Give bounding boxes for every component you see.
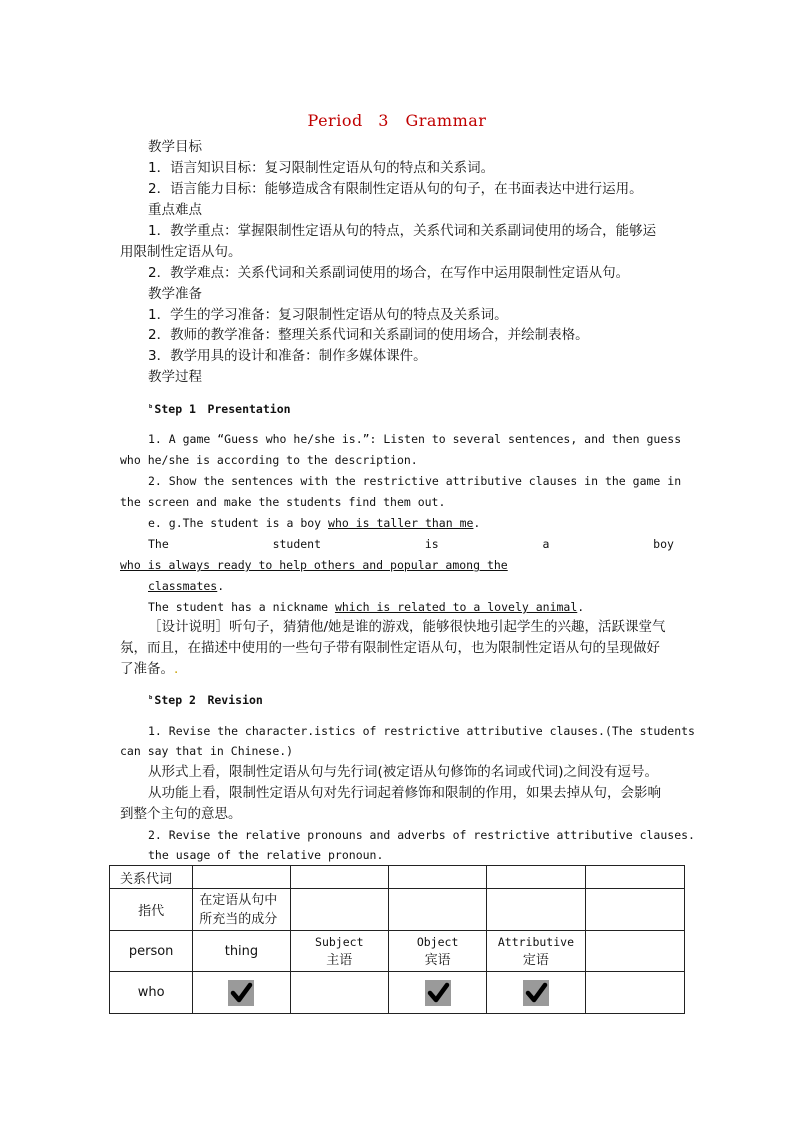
checkmark-icon: [425, 980, 451, 1006]
attributive-en: Attributive: [497, 934, 575, 949]
table-row: [110, 866, 685, 889]
design-note-line-3: [120, 659, 178, 679]
table-cell: [585, 889, 684, 931]
example-2-clause-line-1: who is always ready to help others and popular among the: [120, 558, 508, 572]
attributive-cn: 定语: [522, 952, 549, 968]
step2-label: Step 2 Revision: [154, 693, 263, 707]
example-3-prefix: The student has a nickname: [148, 600, 335, 614]
table-cell-object-check: [388, 972, 486, 1014]
step2-heading: [148, 690, 263, 710]
table-header-subject: [290, 931, 388, 972]
table-cell: [290, 866, 388, 889]
design-note-line-3-text: 了准备。: [120, 661, 174, 677]
function-description-line-1: 从功能上看，限制性定语从句对先行词起着修饰和限制的作用，如果去掉从句，会影响: [148, 785, 661, 801]
preparation-heading: 教学准备: [148, 286, 202, 302]
example-3-end: .: [577, 600, 585, 614]
example-2-line-3: [148, 576, 224, 596]
step-marker-icon: ᵇ: [148, 695, 154, 705]
form-description: 从形式上看，限制性定语从句与先行词(被定语从句修饰的名词或代词)之间没有逗号。: [148, 764, 659, 780]
difficulties-heading: 重点难点: [148, 202, 202, 218]
table-cell-thing-check: [193, 972, 290, 1014]
difficulty-item-1-line-2: 用限制性定语从句。: [120, 244, 242, 260]
example-1-end: .: [473, 516, 481, 530]
step1-p1-line1: 1. A game “Guess who he/she is.”: Listen to several sentences, and then guess: [148, 432, 682, 446]
example-2-word: student: [272, 537, 322, 551]
table-header-thing: thing: [193, 931, 290, 972]
example-3-clause: which is related to a lovely animal: [334, 600, 578, 614]
table-cell-attributive-check: [487, 972, 585, 1014]
step1-label: Step 1 Presentation: [154, 402, 291, 416]
table-header-person: person: [110, 931, 193, 972]
step1-p2-line2: the screen and make the students find them out.: [120, 495, 446, 509]
subject-cn: 主语: [326, 952, 353, 968]
table-row: [110, 889, 685, 931]
example-2-word: The: [148, 537, 169, 551]
example-2-end: .: [217, 579, 225, 593]
table-cell-refers-to: 指代: [110, 889, 193, 931]
design-note-dot: .: [174, 661, 179, 677]
example-2-line-1: [148, 534, 674, 554]
objective-item-2: 2．语言能力目标：能够造成含有限制性定语从句的句子，在书面表达中进行运用。: [148, 181, 643, 197]
difficulty-item-1-line-1: 1．教学重点：掌握限制性定语从句的特点，关系代词和关系副词使用的场合，能够运: [148, 223, 657, 239]
table-cell: [290, 972, 388, 1014]
step-marker-icon: ᵇ: [148, 404, 154, 414]
objective-item-1: 1．语言知识目标：复习限制性定语从句的特点和关系词。: [148, 160, 495, 176]
table-cell: [193, 866, 290, 889]
table-cell: [290, 889, 388, 931]
object-en: Object: [416, 934, 459, 949]
checkmark-icon: [523, 980, 549, 1006]
table-cell: [487, 889, 585, 931]
checkmark-icon: [228, 980, 254, 1006]
table-row: [110, 972, 685, 1014]
example-1: [148, 513, 480, 533]
example-2-word: boy: [653, 537, 674, 551]
table-header-attributive: [487, 931, 585, 972]
step1-p2-line1: 2. Show the sentences with the restrictive attributive clauses in the game in: [148, 474, 682, 488]
example-1-prefix: e. g.The student is a boy: [148, 516, 329, 530]
table-row: [110, 931, 685, 972]
preparation-item-1: 1．学生的学习准备：复习限制性定语从句的特点及关系词。: [148, 307, 508, 323]
example-2-word: a: [542, 537, 550, 551]
example-2-clause-line-2: classmates: [148, 579, 218, 593]
step2-p1-line2: can say that in Chinese.): [120, 744, 294, 758]
table-cell-clause-role: 在定语从句中所充当的成分: [193, 889, 290, 931]
relative-pronoun-table: [109, 865, 685, 1014]
design-note-line-2: 氛，而且，在描述中使用的一些句子带有限制性定语从句，也为限制性定语从句的呈现做好: [120, 640, 660, 656]
difficulty-item-2: 2．教学难点：关系代词和关系副词使用的场合，在写作中运用限制性定语从句。: [148, 265, 630, 281]
table-cell: [585, 866, 684, 889]
step2-p2: 2. Revise the relative pronouns and adverbs of restrictive attributive clauses.: [148, 828, 695, 842]
table-cell: [388, 889, 486, 931]
table-cell: [388, 866, 486, 889]
preparation-item-2: 2．教师的教学准备：整理关系代词和关系副词的使用场合，并绘制表格。: [148, 327, 589, 343]
usage-caption: the usage of the relative pronoun.: [148, 848, 384, 862]
page-title: Period 3 Grammar: [307, 111, 487, 130]
subject-en: Subject: [315, 934, 364, 949]
function-description-line-2: 到整个主句的意思。: [120, 806, 242, 822]
table-cell: [585, 972, 684, 1014]
preparation-item-3: 3．教学用具的设计和准备：制作多媒体课件。: [148, 348, 427, 364]
step2-p1-line1: 1. Revise the character.istics of restrictive attributive clauses.(The students: [148, 724, 695, 738]
process-heading: 教学过程: [148, 369, 202, 385]
design-note-line-1: ［设计说明］听句子，猜猜他/她是谁的游戏，能够很快地引起学生的兴趣，活跃课堂气: [148, 619, 666, 635]
table-cell: [585, 931, 684, 972]
step1-p1-line2: who he/she is according to the description.: [120, 453, 418, 467]
objectives-heading: 教学目标: [148, 139, 202, 155]
table-cell: [487, 866, 585, 889]
table-header-object: [388, 931, 486, 972]
example-2-word: is: [424, 537, 439, 551]
example-1-clause: who is taller than me: [328, 516, 474, 530]
table-cell-relative-pronoun: 关系代词: [110, 866, 193, 889]
object-cn: 宾语: [424, 952, 451, 968]
example-3: [148, 597, 584, 617]
table-cell-who: who: [110, 972, 193, 1014]
step1-heading: [148, 399, 291, 419]
